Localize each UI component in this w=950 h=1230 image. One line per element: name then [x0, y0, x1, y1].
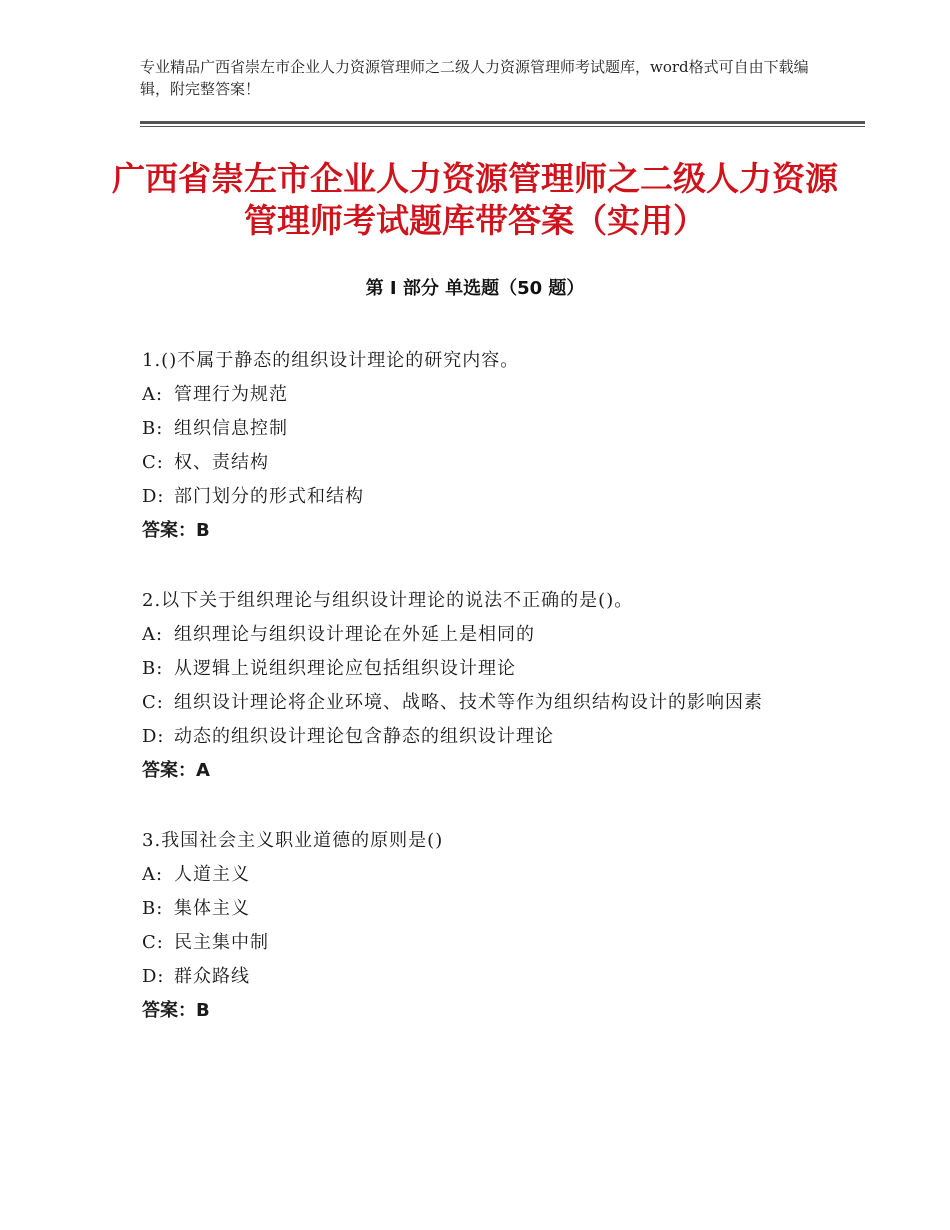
- option-key: C:: [142, 692, 164, 713]
- option-c: [142, 926, 822, 960]
- option-key: D:: [142, 966, 165, 987]
- option-d: [142, 720, 822, 754]
- answer: 答案：B: [142, 520, 210, 541]
- header-rule-thin: [140, 126, 865, 127]
- option-key: A:: [142, 864, 164, 885]
- option-text: 组织设计理论将企业环境、战略、技术等作为组织结构设计的影响因素: [174, 692, 763, 713]
- option-text: 民主集中制: [174, 932, 269, 953]
- option-text: 从逻辑上说组织理论应包括组织设计理论: [174, 658, 516, 679]
- option-key: C:: [142, 452, 164, 473]
- option-b: [142, 412, 822, 446]
- option-key: B:: [142, 658, 164, 679]
- option-key: D:: [142, 486, 165, 507]
- question-1: [142, 344, 822, 548]
- question-stem: 3.我国社会主义职业道德的原则是(): [142, 830, 444, 851]
- option-text: 群众路线: [174, 966, 250, 987]
- option-key: C:: [142, 932, 164, 953]
- option-key: B:: [142, 898, 164, 919]
- option-key: A:: [142, 624, 164, 645]
- option-text: 人道主义: [174, 864, 250, 885]
- option-b: [142, 892, 822, 926]
- question-list: [142, 344, 822, 1064]
- option-text: 动态的组织设计理论包含静态的组织设计理论: [174, 726, 554, 747]
- option-c: [142, 446, 822, 480]
- question-stem: 2.以下关于组织理论与组织设计理论的说法不正确的是()。: [142, 590, 634, 611]
- option-text: 管理行为规范: [174, 384, 288, 405]
- option-text: 组织信息控制: [174, 418, 288, 439]
- section-title: 第 I 部分 单选题（50 题）: [365, 278, 585, 299]
- option-key: B:: [142, 418, 164, 439]
- option-a: [142, 618, 822, 652]
- option-key: D:: [142, 726, 165, 747]
- answer: 答案：B: [142, 1000, 210, 1021]
- option-d: [142, 480, 822, 514]
- option-text: 权、责结构: [174, 452, 269, 473]
- option-b: [142, 652, 822, 686]
- question-3: [142, 824, 822, 1028]
- option-c: [142, 686, 822, 720]
- option-a: [142, 378, 822, 412]
- question-stem: 1.()不属于静态的组织设计理论的研究内容。: [142, 350, 520, 371]
- answer: 答案：A: [142, 760, 210, 781]
- option-text: 组织理论与组织设计理论在外延上是相同的: [174, 624, 535, 645]
- option-text: 部门划分的形式和结构: [174, 486, 364, 507]
- option-key: A:: [142, 384, 164, 405]
- option-a: [142, 858, 822, 892]
- question-2: [142, 584, 822, 788]
- document-title: 广西省崇左市企业人力资源管理师之二级人力资源管理师考试题库带答案（实用）: [112, 159, 838, 240]
- header-note: 专业精品广西省崇左市企业人力资源管理师之二级人力资源管理师考试题库，word格式可自由下载编辑，附完整答案！: [140, 58, 809, 98]
- header-rule-thick: [140, 121, 865, 124]
- option-text: 集体主义: [174, 898, 250, 919]
- option-d: [142, 960, 822, 994]
